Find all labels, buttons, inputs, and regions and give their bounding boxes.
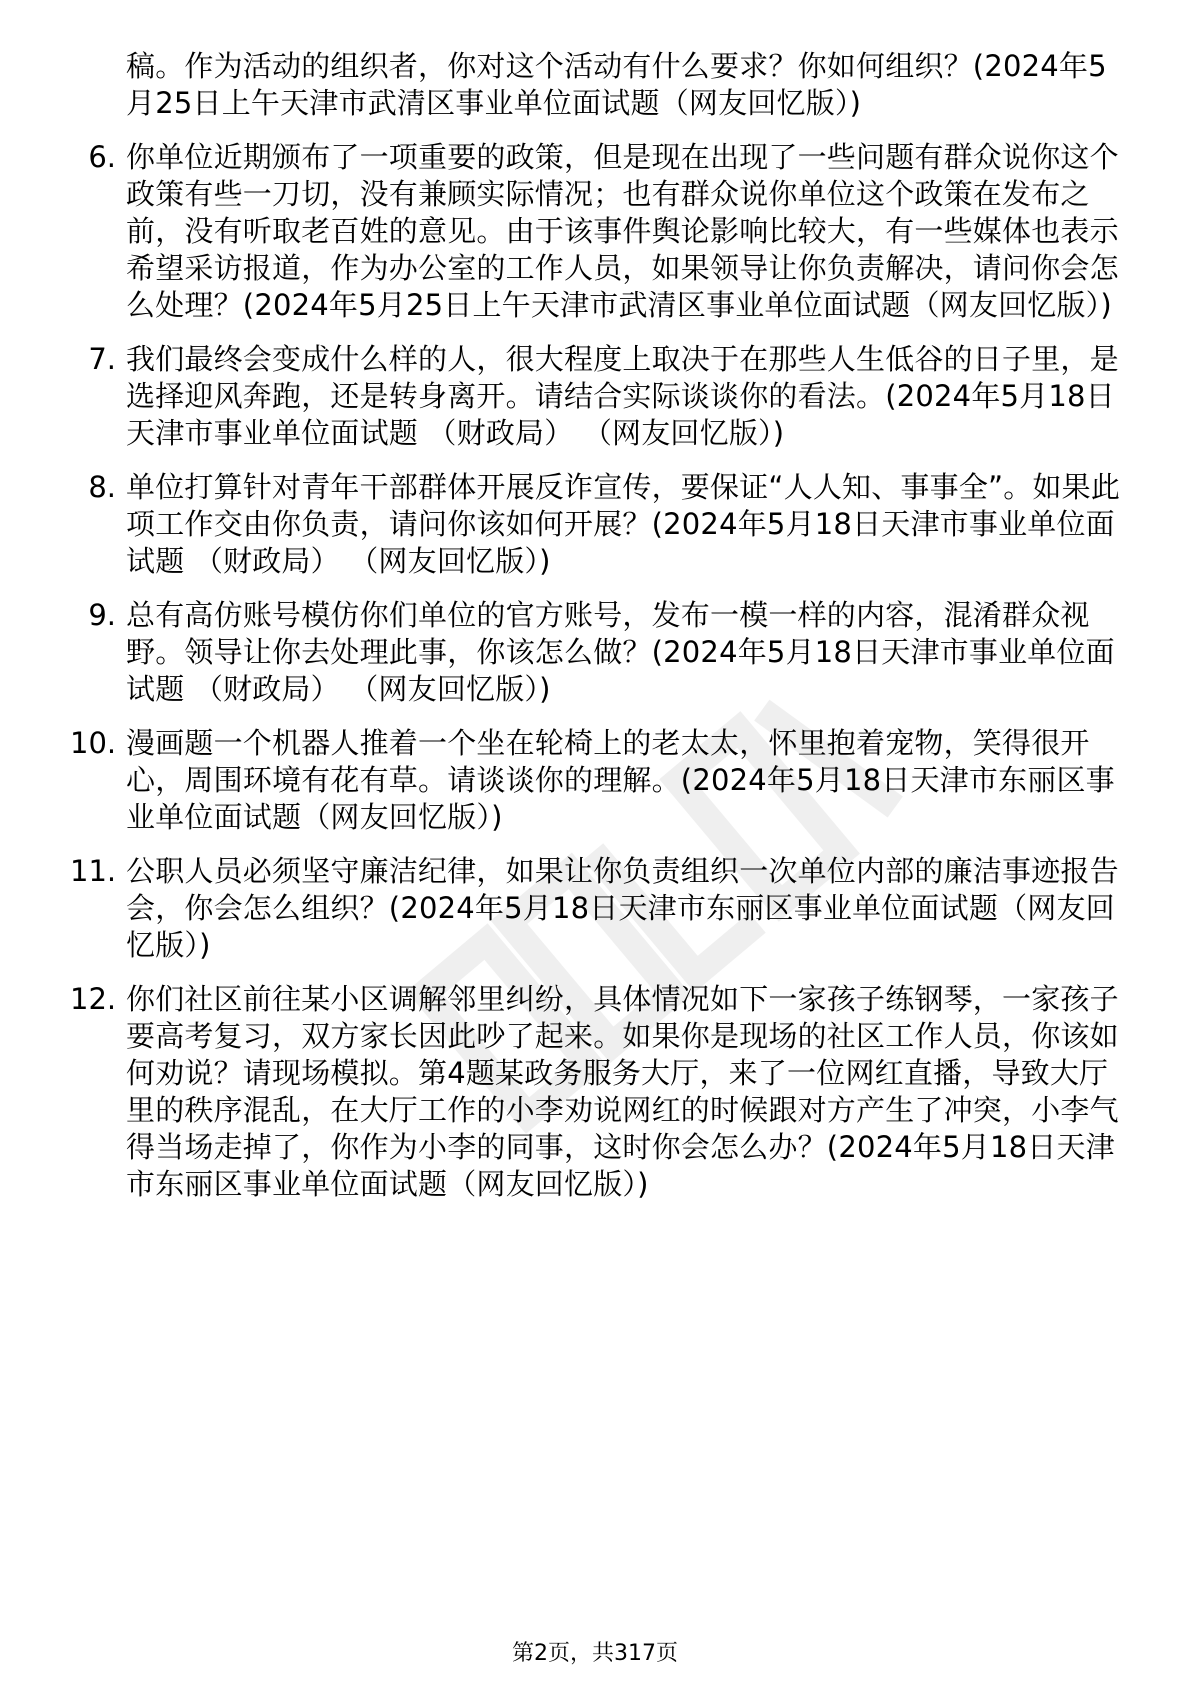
- list-item-continued: [70, 48, 1128, 122]
- list-item-text: 总有高仿账号模仿你们单位的官方账号，发布一模一样的内容，混淆群众视野。领导让你去处理此事，你该怎么做？(2024年5月18日天津市事业单位面试题 （财政局） （网友回忆版）): [126, 598, 1115, 706]
- list-item: [70, 469, 1128, 580]
- list-item: [70, 853, 1128, 964]
- list-item-number: 11.: [70, 854, 117, 888]
- list-item-text: 稿。作为活动的组织者，你对这个活动有什么要求？你如何组织？(2024年5月25日上午天津市武清区事业单位面试题（网友回忆版）): [126, 49, 1107, 120]
- list-item-number: 10.: [70, 726, 117, 760]
- list-item-text: 单位打算针对青年干部群体开展反诈宣传，要保证“人人知、事事全”。如果此项工作交由你负责，请问你该如何开展？(2024年5月18日天津市事业单位面试题 （财政局） （网友回忆版）): [126, 470, 1121, 578]
- list-item-text: 你们社区前往某小区调解邻里纠纷，具体情况如下一家孩子练钢琴，一家孩子要高考复习，双方家长因此吵了起来。如果你是现场的社区工作人员，你该如何劝说？请现场模拟。第4题某政务服务大厅，来了一位网红直播，导致大厅里的秩序混乱，在大厅工作的小李劝说网红的时候跟对方产生了冲突，小李气得当场走掉了，你作为小李的同事，这时你会怎么办？(2024年5月18日天津市东丽区事业单位面试题（网友回忆版）): [126, 982, 1119, 1201]
- list-item-number: 7.: [88, 342, 116, 376]
- list-item-number: 8.: [88, 470, 116, 504]
- list-item-text: 你单位近期颁布了一项重要的政策，但是现在出现了一些问题有群众说你这个政策有些一刀切，没有兼顾实际情况；也有群众说你单位这个政策在发布之前，没有听取老百姓的意见。由于该事件舆论影响比较大，有一些媒体也表示希望采访报道，作为办公室的工作人员，如果领导让你负责解决，请问你会怎么处理？(2024年5月25日上午天津市武清区事业单位面试题（网友回忆版）): [126, 140, 1119, 322]
- list-item: [70, 597, 1128, 708]
- question-list: [70, 48, 1128, 1220]
- list-item-number: 9.: [88, 598, 116, 632]
- list-item-number: 12.: [70, 982, 117, 1016]
- list-item-text: 我们最终会变成什么样的人，很大程度上取决于在那些人生低谷的日子里，是选择迎风奔跑，还是转身离开。请结合实际谈谈你的看法。(2024年5月18日天津市事业单位面试题 （财政局） （网友回忆版）): [126, 342, 1119, 450]
- list-item: [70, 981, 1128, 1203]
- list-item-number: 6.: [88, 140, 116, 174]
- list-item-text: 公职人员必须坚守廉洁纪律，如果让你负责组织一次单位内部的廉洁事迹报告会，你会怎么组织？(2024年5月18日天津市东丽区事业单位面试题（网友回忆版）): [126, 854, 1119, 962]
- list-item-text: 漫画题一个机器人推着一个坐在轮椅上的老太太，怀里抱着宠物，笑得很开心，周围环境有花有草。请谈谈你的理解。(2024年5月18日天津市东丽区事业单位面试题（网友回忆版）): [126, 726, 1115, 834]
- list-item: [70, 725, 1128, 836]
- page-number: 第2页，共317页: [512, 1641, 678, 1666]
- list-item: [70, 341, 1128, 452]
- list-item: [70, 139, 1128, 324]
